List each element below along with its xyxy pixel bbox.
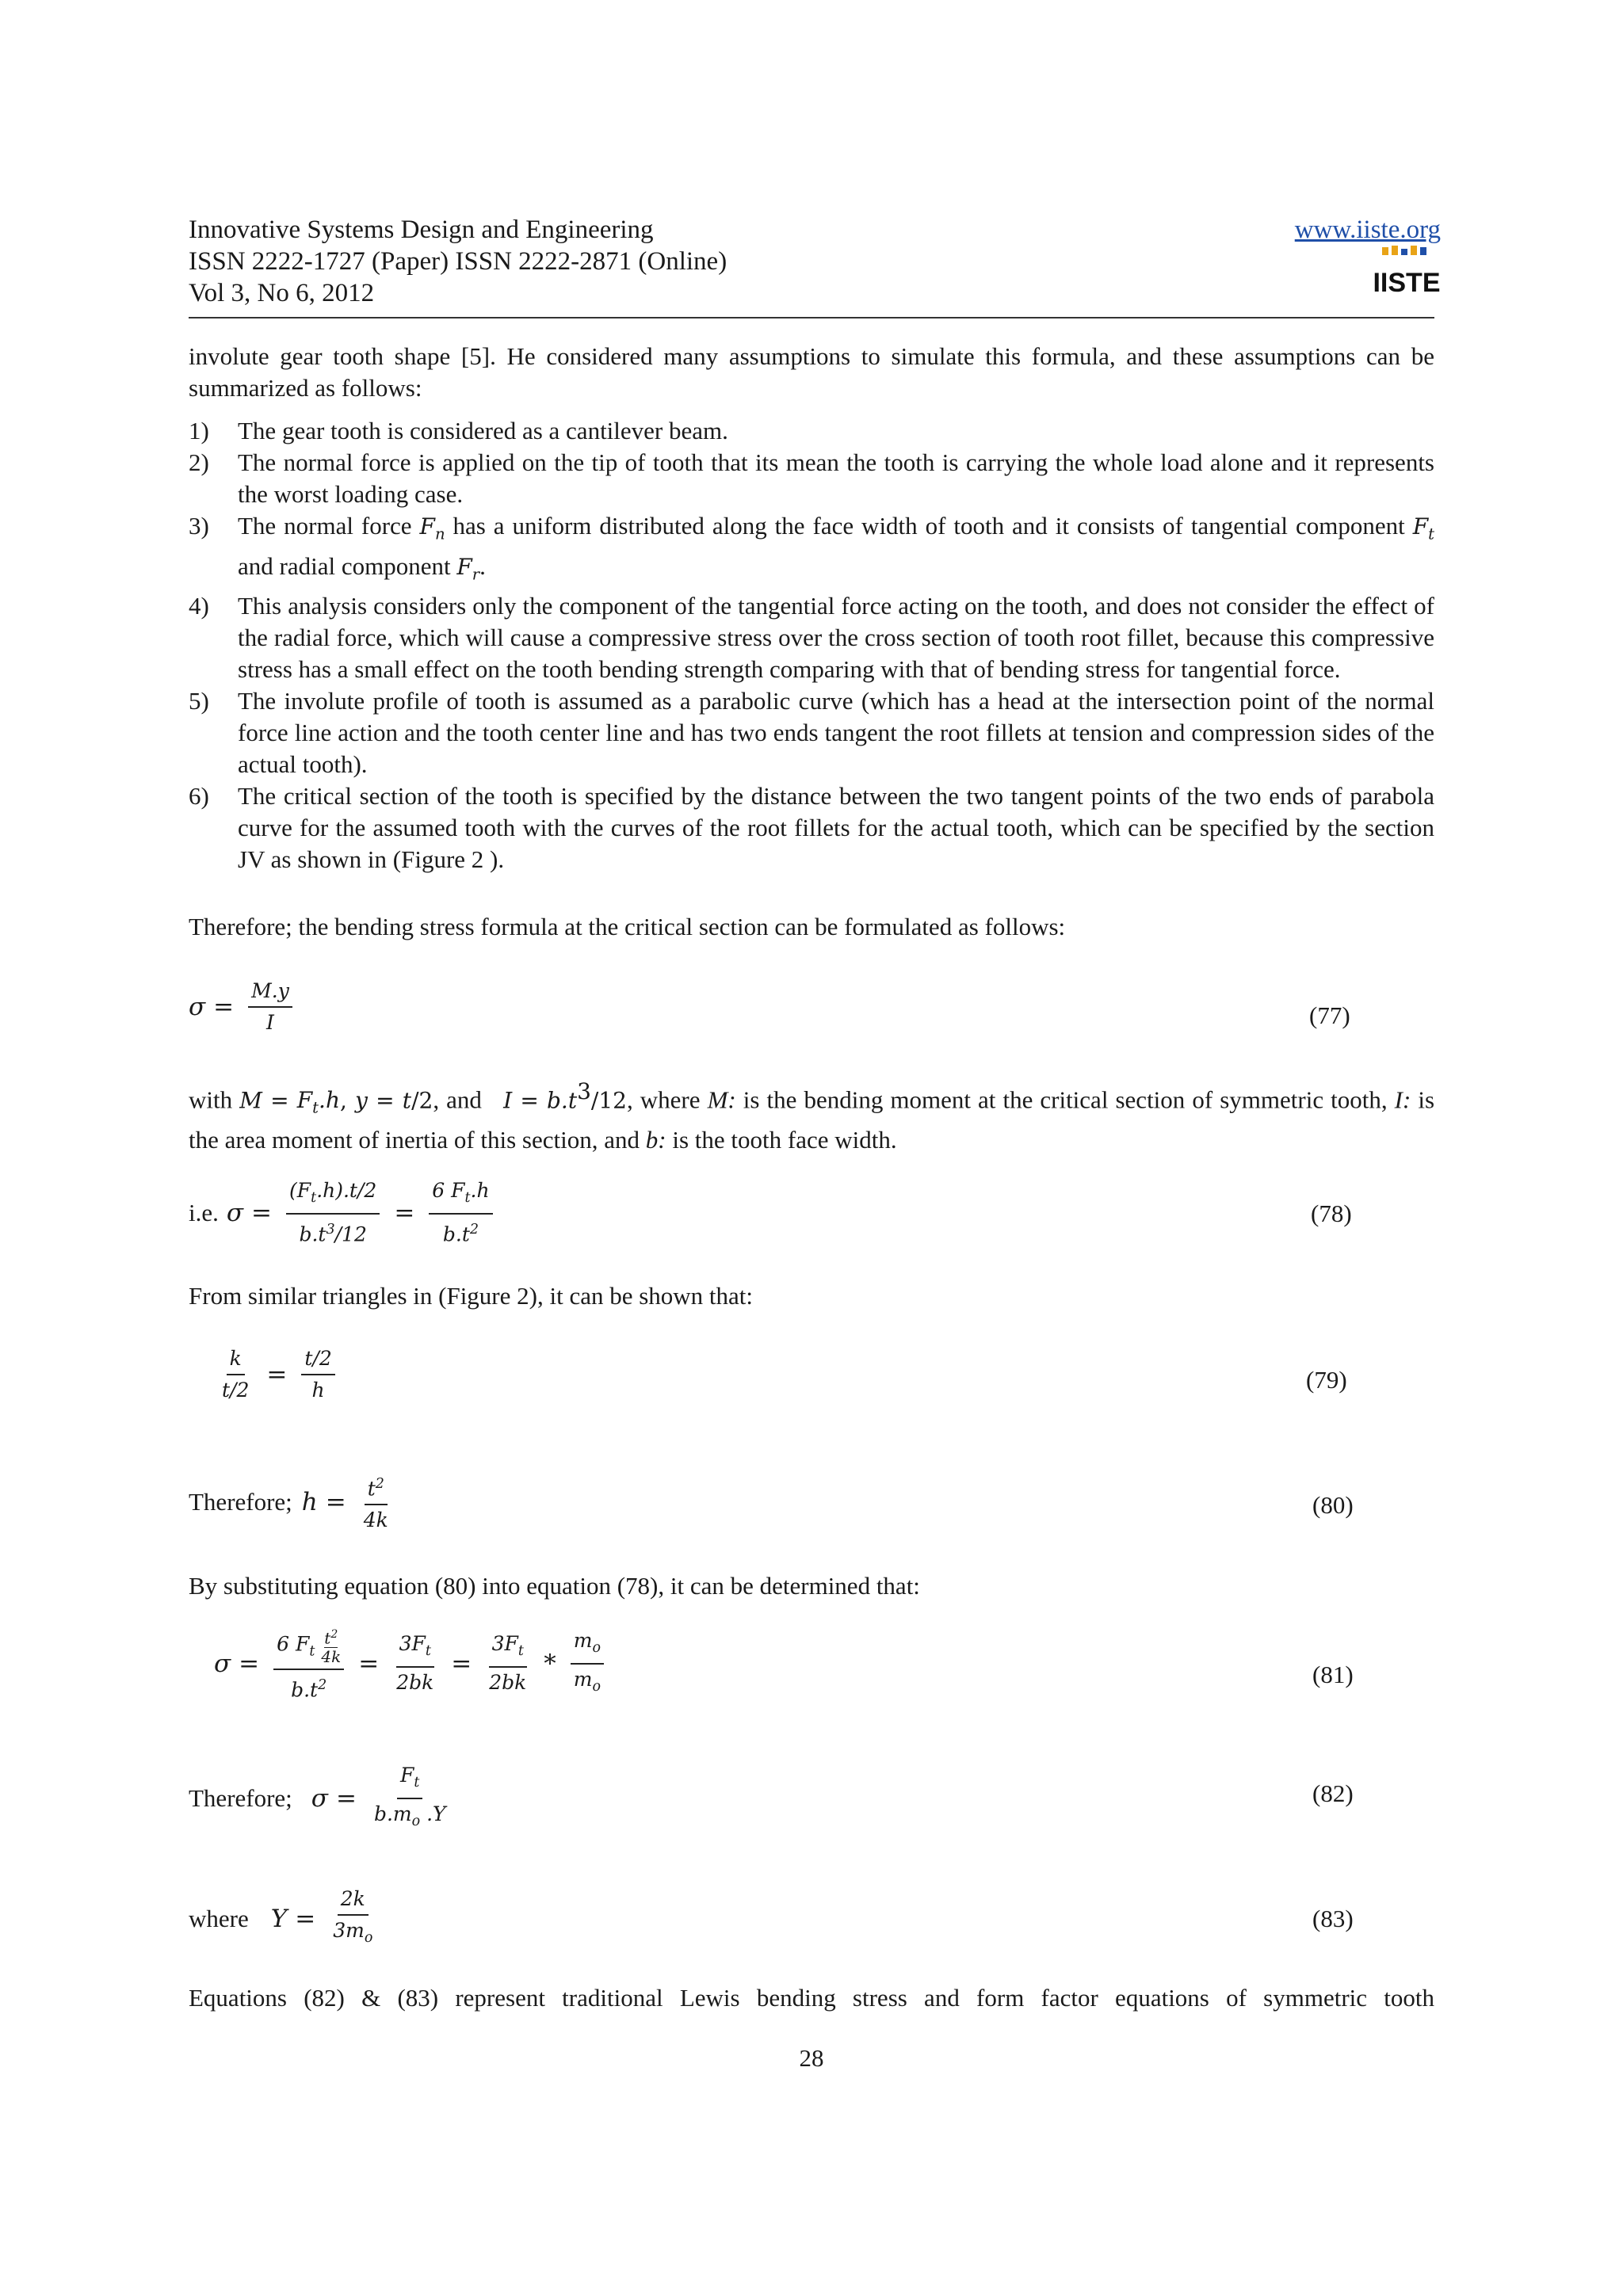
equation-79: $\frac{k}{t/2}$ = $\frac{t/2}{h}$ bbox=[212, 1347, 342, 1402]
equation-78: i.e. σ = $\frac{(F_t.h).t/2}{b.t^3/12}$ = $\frac{6 F_t.h}{b.t^2}$ bbox=[189, 1179, 499, 1246]
logo-text: IISTE bbox=[1373, 268, 1441, 298]
list-item: 3) The normal force $F_n$ has a uniform distributed along the face width of tooth and it consists of tangential component $F_t$ and radial component $F_r$. bbox=[189, 512, 1435, 584]
assumptions-list bbox=[189, 415, 1434, 875]
list-item: 6) The critical section of the tooth is specified by the distance between the two tangent points of the two ends of parabola curve for the assumed tooth with the curves of the root fillets for the actual tooth, which can be specified by the section JV as shown in (Figure 2 ). bbox=[189, 782, 1434, 874]
substituting-paragraph: By substituting equation (80) into equation (78), it can be determined that: bbox=[189, 1572, 920, 1600]
list-item: 4) This analysis considers only the component of the tangential force acting on the tooth, and does not consider the effect of the radial force, which will cause a compressive stress over the cross section of tooth root fillet, because this compressive stress has a small effect on the tooth bending strength comparing with that of bending stress for tangential force. bbox=[189, 592, 1434, 684]
journal-header bbox=[189, 214, 727, 309]
equation-83: where Y = $\frac{2k}{3m_o}$ bbox=[189, 1887, 373, 1946]
similar-paragraph: From similar triangles in (Figure 2), it can be shown that: bbox=[189, 1282, 754, 1310]
equations-paragraph: Equations (82) & (83) represent traditional Lewis bending stress and form factor equations of symmetric tooth bbox=[189, 1984, 1434, 2012]
equation-number: (79) bbox=[1306, 1366, 1347, 1394]
equation-number: (82) bbox=[1312, 1779, 1354, 1807]
intro-paragraph: involute gear tooth shape [5]. He considered many assumptions to simulate this formula, and these assumptions can be summarized as follows: bbox=[189, 342, 1434, 402]
iiste-logo bbox=[1373, 246, 1441, 298]
equation-81: σ = 6 $F_t$ $\frac{t^2}{4k}$ $b.t^2$ = $\frac{3F_t}{2bk}$ = $\frac{3F_t}{2bk}$ * $\frac{m_o}{m_o}$ bbox=[214, 1626, 610, 1702]
equation-80: Therefore; h = $\frac{t^2}{4k}$ bbox=[189, 1472, 398, 1532]
list-item: 2) The normal force is applied on the tip of tooth that its mean the tooth is carrying the whole load alone and it represents the worst loading case. bbox=[189, 448, 1434, 508]
therefore-paragraph: Therefore; the bending stress formula at the critical section can be formulated as follows: bbox=[189, 913, 1066, 940]
journal-url-link[interactable]: www.iiste.org bbox=[1294, 215, 1441, 244]
equation-number: (77) bbox=[1309, 1001, 1350, 1029]
journal-volume: Vol 3, No 6, 2012 bbox=[189, 279, 375, 307]
equation-number: (80) bbox=[1312, 1491, 1354, 1519]
list-item: 5) The involute profile of tooth is assumed as a parabolic curve (which has a head at the intersection point of the normal force line action and the tooth center line and has two ends tangent the root fillets at tension and compression sides of the actual tooth). bbox=[189, 687, 1434, 779]
with-paragraph: with $M = F_t.h$, y = t/2, and $I = b.t^3/12$, where M: is the bending moment at the critical section of symmetric tooth, I: is the area moment of inertia of this section, and b: is the tooth face width. bbox=[189, 1078, 1435, 1154]
equation-number: (83) bbox=[1312, 1905, 1354, 1932]
list-item: 1) The gear tooth is considered as a cantilever beam. bbox=[189, 417, 728, 444]
equation-number: (81) bbox=[1312, 1661, 1354, 1688]
journal-title: Innovative Systems Design and Engineering bbox=[189, 215, 654, 244]
equation-82: Therefore; σ = $\frac{F_t}{b.m_o .Y}$ bbox=[189, 1764, 446, 1829]
journal-issn: ISSN 2222-1727 (Paper) ISSN 2222-2871 (Online) bbox=[189, 247, 727, 276]
header-rule bbox=[189, 317, 1434, 318]
equation-number: (78) bbox=[1311, 1199, 1352, 1227]
page-number: 28 bbox=[799, 2044, 824, 2072]
equation-77: σ = $\frac{M.y}{I}$ bbox=[189, 979, 299, 1035]
